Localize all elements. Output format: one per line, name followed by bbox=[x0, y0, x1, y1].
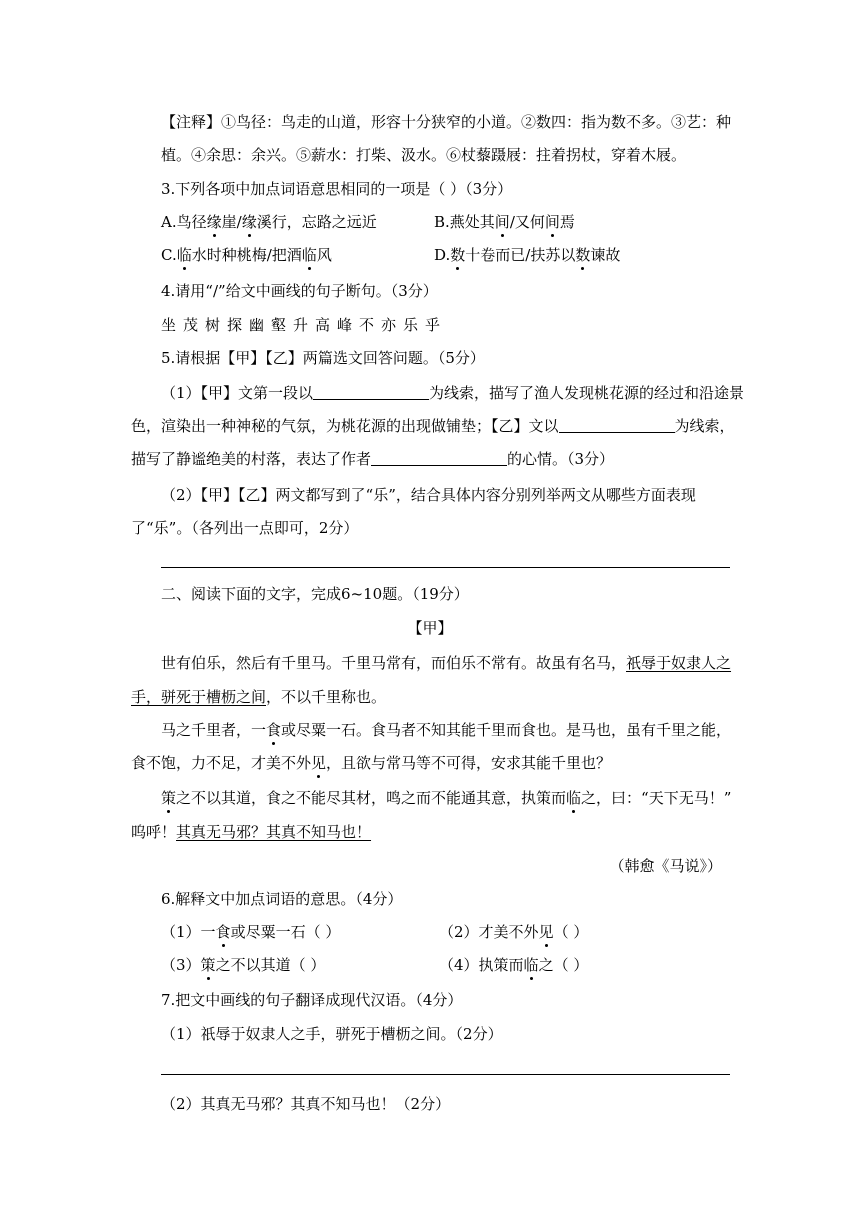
text: A.鸟径 bbox=[161, 213, 207, 231]
q5-part2-line1: （2）【甲】【乙】两文都写到了“乐”，结合具体内容分别列举两文从哪些方面表现 bbox=[161, 486, 696, 504]
text: 之不以其道（ ） bbox=[215, 956, 326, 974]
q6-item-2 bbox=[439, 922, 588, 942]
text: 之不以其道，食之不能尽其材，鸣之而不能通其意，执策而 bbox=[176, 789, 567, 807]
q6-item-3 bbox=[161, 955, 325, 975]
text: 谏故 bbox=[590, 246, 621, 264]
answer-blank[interactable] bbox=[313, 385, 429, 400]
text: 为线索， bbox=[674, 417, 735, 435]
text: （1）【甲】文第一段以 bbox=[161, 384, 314, 402]
text: 之，曰：“天下无马！” bbox=[581, 789, 732, 807]
text: 或尽粟一石。食马者不知其能千里而食也。是马也，虽有千里之能， bbox=[281, 721, 732, 739]
text: B.燕处其 bbox=[434, 213, 495, 231]
passage-para3-line1 bbox=[161, 788, 731, 808]
q3-option-c bbox=[161, 245, 332, 265]
q5-part2-line2: 了“乐”。（各列出一点即可，2分） bbox=[131, 519, 359, 537]
underlined-sentence: 其真无马邪？其真不知马也！ bbox=[176, 823, 372, 841]
text: 世有伯乐，然后有千里马。千里马常有，而伯乐不常有。故虽有名马， bbox=[161, 654, 627, 672]
question-5-stem: 5.请根据【甲】【乙】两篇选文回答问题。（5分） bbox=[161, 349, 485, 367]
question-3-stem: 3.下列各项中加点词语意思相同的一项是（ ）（3分） bbox=[161, 180, 513, 198]
q6-item-1 bbox=[161, 922, 340, 942]
underlined-sentence: 祇辱于奴隶人之 bbox=[626, 654, 732, 672]
dotted-char: 间 bbox=[544, 213, 560, 231]
text: 的心情。（3分） bbox=[507, 450, 615, 468]
text: 焉 bbox=[559, 213, 575, 231]
dotted-char: 间 bbox=[494, 213, 510, 231]
dotted-char: 临 bbox=[566, 789, 582, 807]
text: ，且欲与常马等不可得，安求其能千里也？ bbox=[326, 754, 612, 772]
q7-sentence-2: （2）其真无马邪？其真不知马也！（2分） bbox=[161, 1095, 451, 1113]
text: 描写了静谧绝美的村落，表达了作者 bbox=[131, 450, 372, 468]
text: 食不饱，力不足，才美不外 bbox=[131, 754, 312, 772]
q4-sentence: 坐茂树探幽壑升高峰不亦乐乎 bbox=[161, 316, 448, 334]
passage-source: （韩愈《马说》） bbox=[609, 857, 722, 875]
text: （4）执策而 bbox=[439, 956, 524, 974]
text: D. bbox=[434, 246, 451, 264]
dotted-char: 临 bbox=[301, 246, 317, 264]
dotted-char: 数 bbox=[575, 246, 591, 264]
passage-jia-heading: 【甲】 bbox=[407, 619, 453, 637]
underlined-sentence: 手，骈死于槽枥之间 bbox=[131, 688, 267, 706]
dotted-char: 临 bbox=[176, 246, 192, 264]
passage-para1-line2 bbox=[131, 687, 386, 707]
text: 崖/ bbox=[221, 213, 242, 231]
text: 溪行，忘路之远近 bbox=[256, 213, 377, 231]
text: 风 bbox=[316, 246, 332, 264]
answer-line[interactable] bbox=[161, 567, 730, 568]
text: 或尽粟一石（ ） bbox=[230, 923, 341, 941]
q7-sentence-1: （1）祇辱于奴隶人之手，骈死于槽枥之间。（2分） bbox=[161, 1025, 503, 1043]
q6-item-4 bbox=[439, 955, 588, 975]
q3-option-a bbox=[161, 212, 377, 232]
text: （ ） bbox=[553, 923, 589, 941]
text: /又何 bbox=[509, 213, 545, 231]
notes-line-2: 植。④余思：余兴。⑤薪水：打柴、汲水。⑥杖藜蹑屐：拄着拐杖，穿着木屐。 bbox=[161, 146, 687, 164]
answer-blank[interactable] bbox=[559, 418, 675, 433]
dotted-char: 见 bbox=[311, 754, 327, 772]
text: 呜呼！ bbox=[131, 823, 177, 841]
text: （3） bbox=[161, 956, 201, 974]
text: C. bbox=[161, 246, 177, 264]
passage-para2-line1 bbox=[161, 720, 731, 740]
dotted-char: 策 bbox=[161, 789, 177, 807]
text: 十卷而已/扶苏以 bbox=[465, 246, 576, 264]
text: （1）一 bbox=[161, 923, 216, 941]
text: 马之千里者，一 bbox=[161, 721, 267, 739]
dotted-char: 缘 bbox=[241, 213, 257, 231]
question-6-stem: 6.解释文中加点词语的意思。（4分） bbox=[161, 890, 403, 908]
q5-part1-line3 bbox=[131, 449, 614, 469]
answer-line[interactable] bbox=[161, 1074, 730, 1075]
answer-blank[interactable] bbox=[371, 451, 507, 466]
dotted-char: 数 bbox=[450, 246, 466, 264]
q5-part1-line2 bbox=[131, 416, 735, 436]
dotted-char: 食 bbox=[266, 721, 282, 739]
dotted-char: 临 bbox=[523, 956, 539, 974]
text: 之（ ） bbox=[538, 956, 589, 974]
text: 色，渲染出一种神秘的气氛，为桃花源的出现做铺垫；【乙】文以 bbox=[131, 417, 559, 435]
notes-line-1: 【注释】①鸟径：鸟走的山道，形容十分狭窄的小道。②数四：指为数不多。③艺：种 bbox=[161, 113, 732, 131]
text: （2）才美不外 bbox=[439, 923, 539, 941]
passage-para2-line2 bbox=[131, 753, 611, 773]
dotted-char: 见 bbox=[538, 923, 554, 941]
passage-para3-line2 bbox=[131, 822, 371, 842]
text: ，不以千里称也。 bbox=[266, 688, 387, 706]
q5-part1-line1 bbox=[161, 383, 744, 403]
section-2-title: 二、阅读下面的文字，完成6~10题。（19分） bbox=[161, 585, 469, 603]
text: 水时种桃梅/把酒 bbox=[191, 246, 302, 264]
question-7-stem: 7.把文中画线的句子翻译成现代汉语。（4分） bbox=[161, 991, 463, 1009]
dotted-char: 策 bbox=[200, 956, 216, 974]
passage-para1-line1 bbox=[161, 653, 731, 673]
text: 为线索，描写了渔人发现桃花源的经过和沿途景 bbox=[429, 384, 745, 402]
question-4-stem: 4.请用“/”给文中画线的句子断句。（3分） bbox=[161, 282, 438, 300]
dotted-char: 缘 bbox=[206, 213, 222, 231]
q3-option-d bbox=[434, 245, 620, 265]
q3-option-b bbox=[434, 212, 575, 232]
dotted-char: 食 bbox=[215, 923, 231, 941]
